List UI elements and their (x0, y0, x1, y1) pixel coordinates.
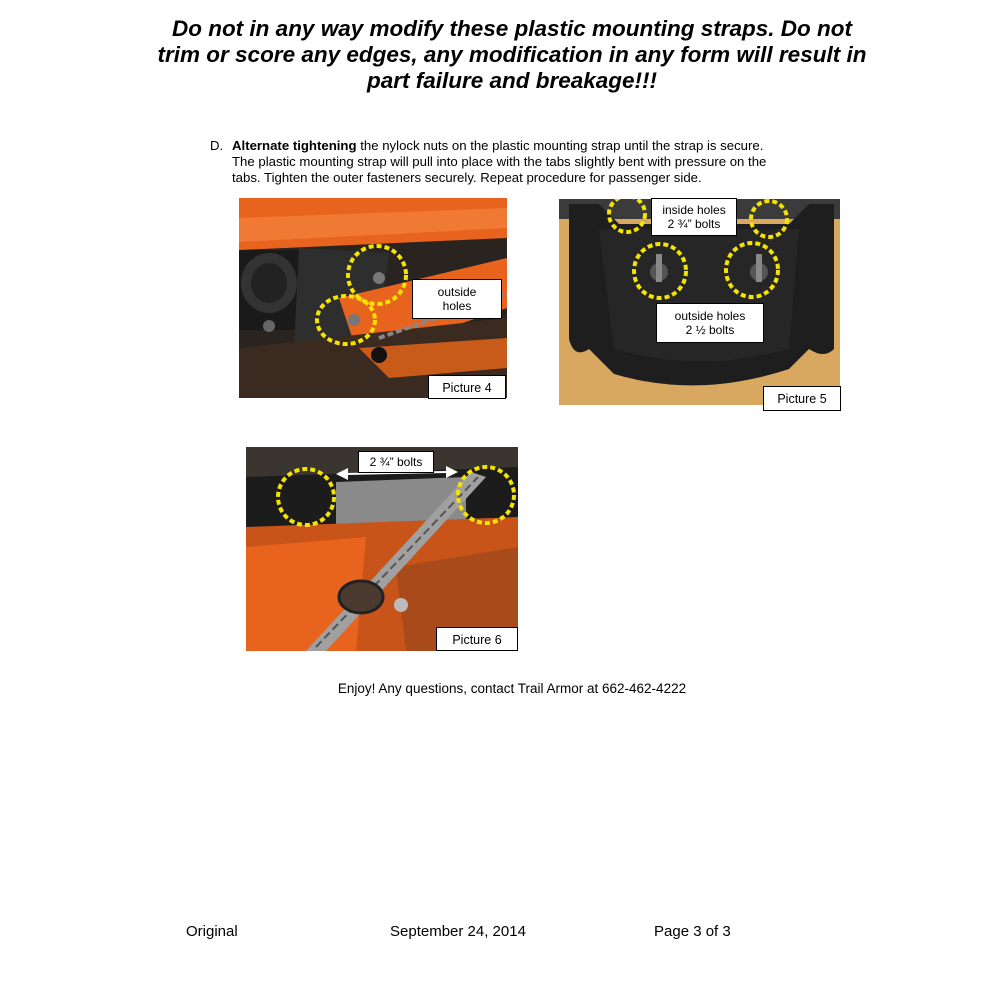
picture-4-caption: Picture 4 (428, 375, 506, 399)
picture-6-image (246, 447, 518, 651)
picture-5-caption: Picture 5 (763, 386, 841, 411)
picture-6-caption: Picture 6 (436, 627, 518, 651)
footer-date: September 24, 2014 (390, 923, 526, 940)
picture-6-callout: 2 ¾” bolts (358, 451, 434, 473)
footer-page-number: Page 3 of 3 (654, 923, 731, 940)
step-text (232, 138, 810, 186)
step-line2: The plastic mounting strap will pull into place with the tabs slightly bent with pressure on the (232, 154, 767, 169)
instruction-step-d (210, 138, 810, 186)
contact-line: Enjoy! Any questions, contact Trail Armor at 662-462-4222 (337, 681, 687, 696)
step-letter: D. (210, 138, 224, 153)
warning-heading: Do not in any way modify these plastic mounting straps. Do not trim or score any edges, any modification in any form will result in part failure and breakage!!! (157, 16, 867, 93)
step-line1: the nylock nuts on the plastic mounting strap until the strap is secure. (356, 138, 764, 153)
picture-5-callout-outside: outside holes 2 ½ bolts (656, 303, 764, 343)
footer-left: Original (186, 923, 238, 940)
picture-6-photo (246, 447, 518, 651)
step-line3: tabs. Tighten the outer fasteners securely. Repeat procedure for passenger side. (232, 170, 702, 185)
picture-5-callout-inside: inside holes 2 ¾” bolts (651, 198, 737, 236)
step-bold-lead: Alternate tightening (232, 138, 357, 153)
picture-4-callout: outside holes (412, 279, 502, 319)
